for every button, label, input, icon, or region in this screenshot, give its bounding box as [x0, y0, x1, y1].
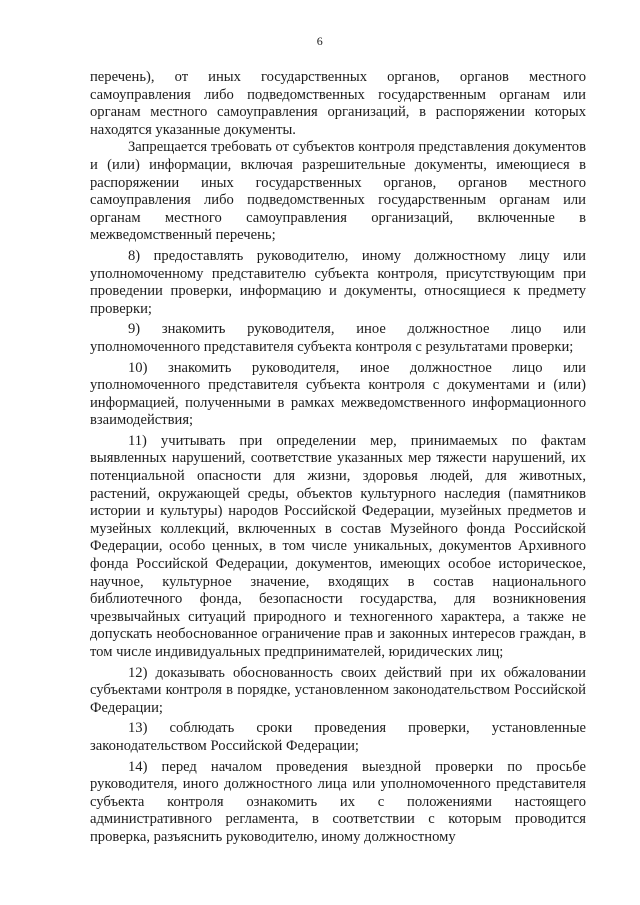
paragraph-item-14: 14) перед началом проведения выездной проверки по просьбе руководителя, иного должностного лица или уполномоченного представителя субъекта контроля ознакомить их с положениями настоящего административного регламента, в соответствии с которым проводится проверка, разъяснить руководителю, иному должностному — [90, 758, 586, 845]
paragraph-item-10: 10) знакомить руководителя, иное должностное лицо или уполномоченного представителя субъекта контроля с документами и (или) информацией, полученными в рамках межведомственного информационного взаимодействия; — [90, 359, 586, 429]
paragraph-item-12: 12) доказывать обоснованность своих действий при их обжаловании субъектами контроля в порядке, установленном законодательством Российской Федерации; — [90, 664, 586, 716]
page-number: 6 — [316, 34, 324, 48]
paragraph-prohibition: Запрещается требовать от субъектов контроля представления документов и (или) информации, включая разрешительные документы, имеющиеся в распоряжении иных государственных органов, органов местного самоуправления либо подведомственных государственным органам или органам местного самоуправления организаций, включенные в межведомственный перечень; — [90, 139, 586, 244]
paragraph-item-11: 11) учитывать при определении мер, принимаемых по фактам выявленных нарушений, соответствие указанных мер тяжести нарушений, их потенциальной опасности для жизни, здоровья людей, для животных, растений, окружающей среды, объектов культурного наследия (памятников истории и культуры) народов Российской Федерации, музейных предметов и музейных коллекций, включенных в состав Музейного фонда Российской Федерации, особо ценных, в том числе уникальных, документов Архивного фонда Российской Федерации, документов, имеющих особое историческое, научное, культурное значение, входящих в состав национального библиотечного фонда, безопасности государства, для возникновения чрезвычайных ситуаций природного и техногенного характера, а также не допускать необоснованное ограничение прав и законных интересов граждан, в том числе индивидуальных предпринимателей, юридических лиц; — [90, 432, 586, 660]
paragraph-item-13: 13) соблюдать сроки проведения проверки, установленные законодательством Российской Федерации; — [90, 720, 586, 754]
document-body — [90, 69, 586, 847]
paragraph-continuation: перечень), от иных государственных органов, органов местного самоуправления либо подведомственных государственным органам или органам местного самоуправления организаций, в распоряжении которых находятся указанные документы. — [90, 69, 586, 138]
paragraph-item-9: 9) знакомить руководителя, иное должностное лицо или уполномоченного представителя субъекта контроля с результатами проверки; — [90, 321, 586, 355]
paragraph-item-8: 8) предоставлять руководителю, иному должностному лицу или уполномоченному представителю субъекта контроля, присутствующим при проведении проверки, информацию и документы, относящиеся к предмету проверки; — [90, 247, 586, 317]
